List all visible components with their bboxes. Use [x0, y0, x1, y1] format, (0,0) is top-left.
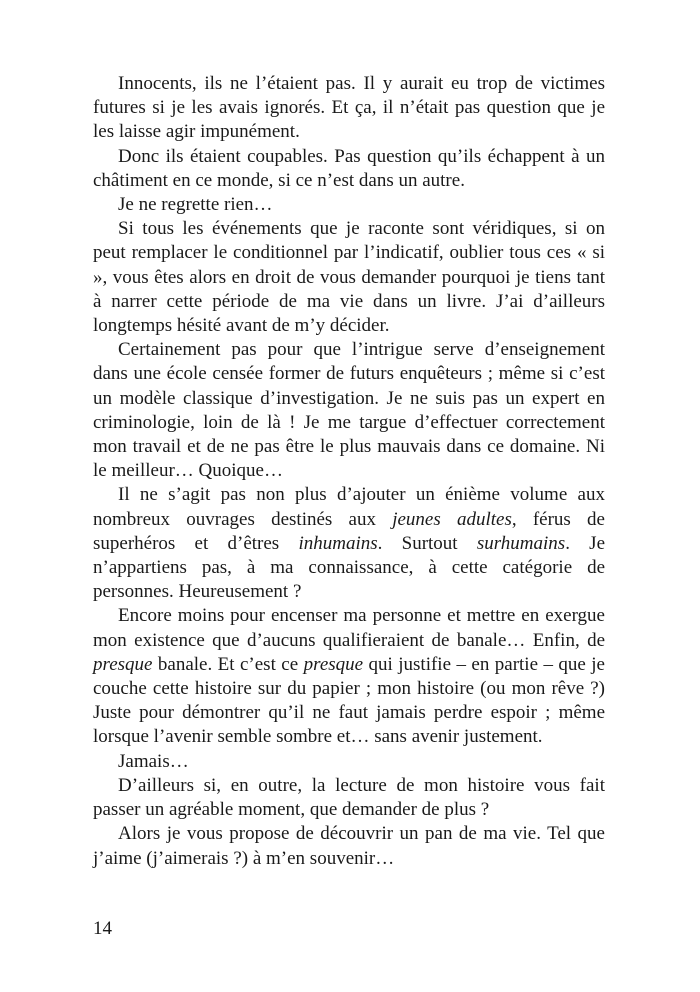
paragraph [93, 217, 605, 338]
text-run: . Surtout [377, 532, 477, 554]
paragraph [93, 774, 605, 822]
paragraph [93, 604, 605, 749]
text-run: Encore moins pour encenser ma personne et mettre en exergue mon existence que d’aucuns qualifieraient de banale… Enfin, de [93, 605, 605, 651]
text-run: Alors je vous propose de découvrir un pan de ma vie. Tel que j’aime (j’aimerais ?) à m’en souvenir… [93, 823, 605, 869]
italic-text: surhumains [476, 532, 566, 554]
page-number: 14 [93, 918, 112, 939]
paragraph [93, 193, 605, 217]
italic-text: inhumains [298, 532, 378, 554]
text-run: qui justifie – en partie – que je couche cette histoire sur du papier ; mon histoire (ou mon rêve ?) Juste pour démontrer qu’il ne faut jamais perdre espoir ; même lorsque l’avenir semble sombre et… sans avenir justement. [93, 653, 605, 748]
paragraph [93, 750, 605, 774]
paragraph [93, 822, 605, 870]
text-run: Je ne regrette rien… [118, 194, 273, 216]
italic-text: presque [303, 653, 364, 675]
italic-text: jeunes adultes [392, 508, 512, 530]
text-run: . Je n’appartiens pas, à ma connaissance, à cette catégorie de personnes. Heureusement ? [93, 532, 606, 603]
paragraph [93, 72, 605, 145]
text-run: Jamais… [118, 750, 189, 772]
italic-text: presque [93, 653, 153, 675]
paragraph [93, 338, 605, 483]
text-run: Il ne s’agit pas non plus d’ajouter un énième volume aux nombreux ouvrages destinés aux [93, 484, 605, 530]
text-run: Certainement pas pour que l’intrigue serve d’enseignement dans une école censée former de futurs enquêteurs ; même si c’est un modèle classique d’investigation. Je ne suis pas un expert en criminologie, loin de là ! Je me targue d’effectuer correctement mon travail et de ne pas être le plus mauvais dans ce domaine. Ni le meilleur… Quoique… [93, 339, 605, 482]
text-run: D’ailleurs si, en outre, la lecture de mon histoire vous fait passer un agréable moment, que demander de plus ? [93, 774, 605, 821]
text-run: , férus de superhéros et d’êtres [93, 508, 605, 554]
text-run: Donc ils étaient coupables. Pas question qu’ils échappent à un châtiment en ce monde, si ce n’est dans un autre. [93, 145, 605, 191]
paragraph [93, 145, 605, 193]
text-run: Innocents, ils ne l’étaient pas. Il y aurait eu trop de victimes futures si je les avais ignorés. Et ça, il n’était pas question que je les laisse agir impunément. [93, 73, 605, 143]
text-run: Si tous les événements que je raconte sont véridiques, si on peut remplacer le conditionnel par l’indicatif, oublier tous ces « si », vous êtes alors en droit de vous demander pourquoi je tiens tant à narrer cette période de ma vie dans un livre. J’ai d’ailleurs longtemps hésité avant de m’y décider. [93, 218, 605, 337]
text-run: banale. Et c’est ce [152, 653, 304, 675]
body-text [93, 72, 605, 871]
paragraph [93, 483, 605, 604]
